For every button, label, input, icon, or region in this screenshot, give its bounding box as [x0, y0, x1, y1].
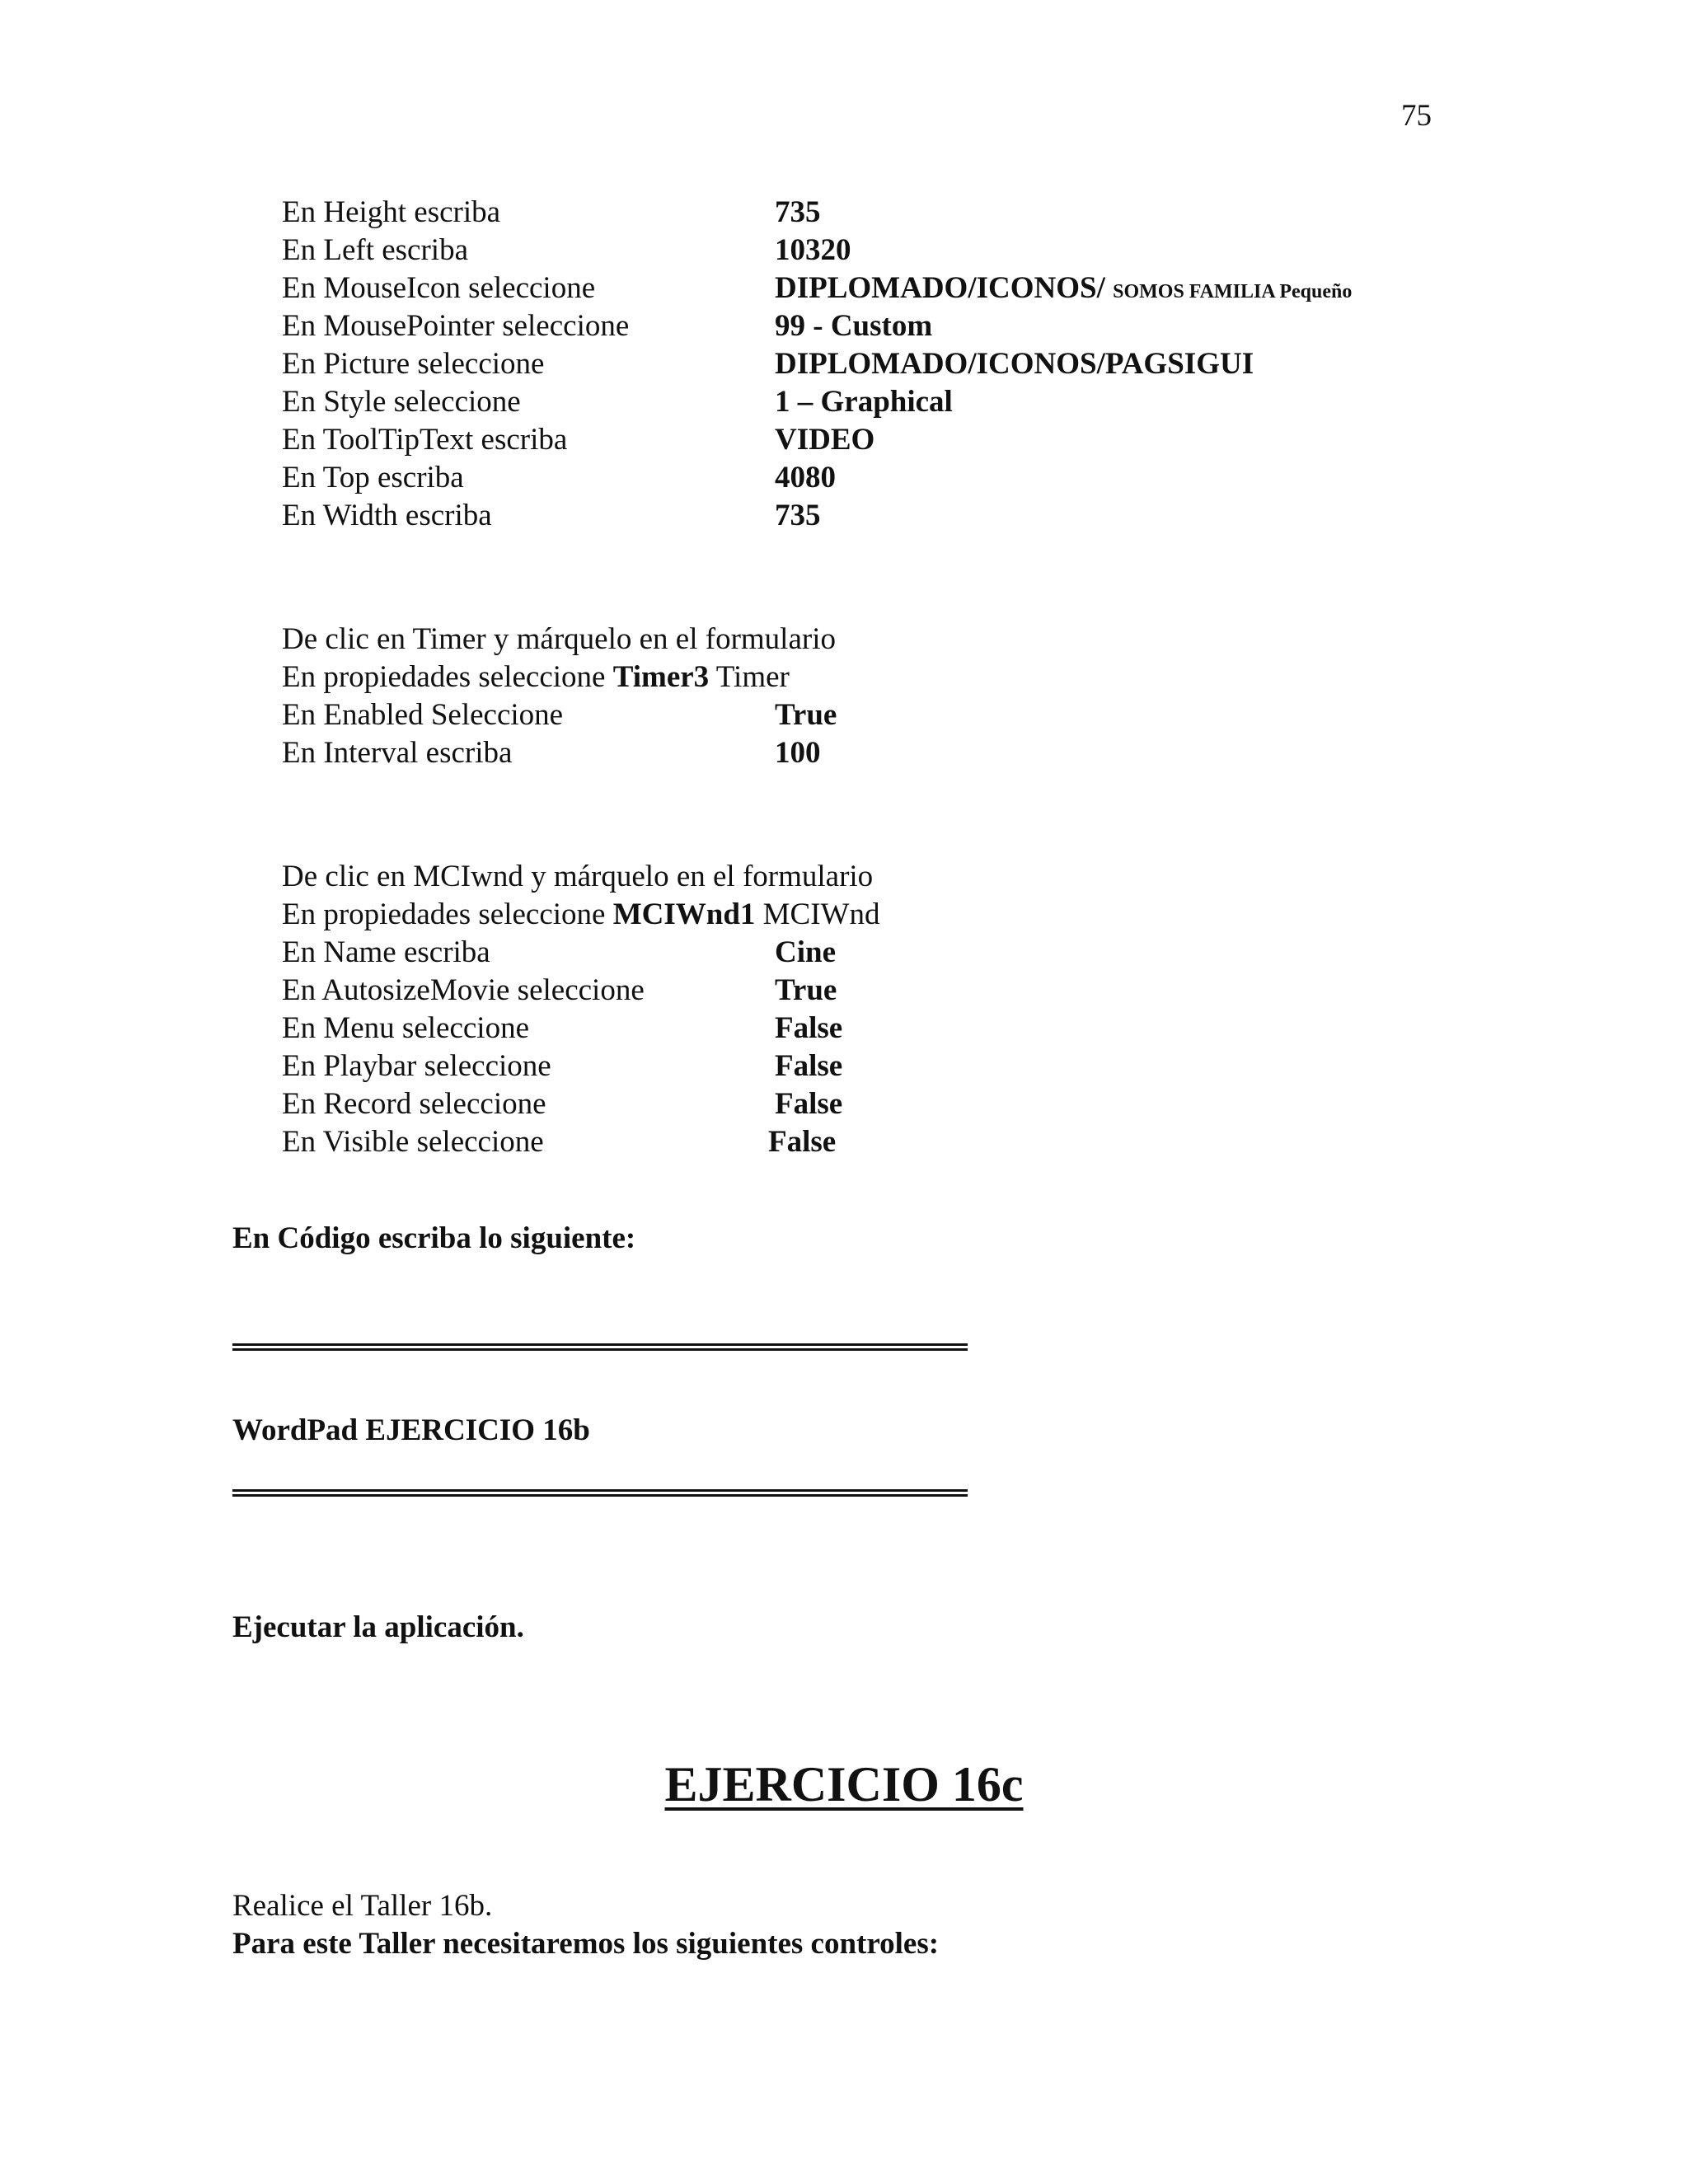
property-value: DIPLOMADO/ICONOS/: [775, 271, 1105, 305]
property-label: En MouseIcon seleccione: [282, 271, 596, 305]
property-value: False: [775, 1049, 843, 1083]
run-instruction: Ejecutar la aplicación.: [232, 1610, 524, 1644]
property-label: En Menu seleccione: [282, 1011, 529, 1045]
property-row: [282, 345, 1518, 382]
props-bold: MCIWnd1: [612, 898, 756, 931]
property-value: 4080: [775, 461, 836, 494]
property-row: [282, 734, 1518, 771]
property-label: En Visible seleccione: [282, 1125, 544, 1159]
property-value: False: [775, 1011, 843, 1045]
property-value: 100: [775, 736, 821, 770]
property-label: En ToolTipText escriba: [282, 423, 568, 457]
property-label: En Width escriba: [282, 499, 492, 532]
property-label: En Picture seleccione: [282, 347, 545, 381]
property-value: False: [775, 1087, 843, 1121]
property-value: VIDEO: [775, 423, 875, 457]
property-row: [282, 934, 1518, 971]
property-value-group: [775, 269, 1352, 311]
property-row: [282, 269, 1518, 307]
property-value: 1 – Graphical: [775, 385, 953, 419]
property-value: 10320: [775, 233, 851, 267]
property-row: [282, 1123, 1518, 1160]
props-suffix: Timer: [709, 660, 790, 694]
exercise-title-text: EJERCICIO 16c: [664, 1757, 1024, 1811]
property-value: True: [775, 698, 837, 732]
property-row: [282, 421, 1518, 458]
double-rule: [232, 1343, 968, 1351]
property-label: En Height escriba: [282, 195, 501, 229]
property-label: En Top escriba: [282, 461, 464, 494]
property-value: False: [768, 1125, 837, 1159]
property-value: 735: [775, 195, 821, 229]
props-prefix: En propiedades seleccione: [282, 660, 613, 694]
property-row: [282, 459, 1518, 496]
property-label: En Enabled Seleccione: [282, 698, 564, 732]
property-row: [282, 1010, 1518, 1047]
props-bold: Timer3: [612, 660, 710, 694]
page-number: 75: [1401, 99, 1432, 133]
mciwnd-properties-line: [282, 896, 879, 933]
timer-properties-line: [282, 658, 790, 696]
property-label: En Record seleccione: [282, 1087, 546, 1121]
taller-instruction: Realice el Taller 16b.: [232, 1889, 493, 1923]
property-label: En Playbar seleccione: [282, 1049, 551, 1083]
property-row: [282, 972, 1518, 1009]
property-row: [282, 232, 1518, 269]
property-label: En AutosizeMovie seleccione: [282, 973, 645, 1007]
mciwnd-intro: De clic en MCIwnd y márquelo en el formulario: [282, 860, 874, 893]
property-label: En MousePointer seleccione: [282, 309, 630, 343]
property-row: [282, 1047, 1518, 1085]
property-label: En Name escriba: [282, 935, 490, 969]
controls-heading: Para este Taller necesitaremos los siguientes controles:: [232, 1927, 940, 1961]
property-row: [282, 194, 1518, 231]
props-prefix: En propiedades seleccione: [282, 898, 613, 931]
property-row: [282, 1085, 1518, 1122]
property-row: [282, 307, 1518, 344]
property-value: 735: [775, 499, 821, 532]
property-value: Cine: [775, 935, 836, 969]
wordpad-heading: WordPad EJERCICIO 16b: [232, 1413, 590, 1447]
property-row: [282, 383, 1518, 420]
property-value-small: SOMOS FAMILIA Pequeño: [1113, 281, 1353, 302]
property-label: En Style seleccione: [282, 385, 521, 419]
double-rule: [232, 1489, 968, 1497]
property-value: DIPLOMADO/ICONOS/PAGSIGUI: [775, 347, 1254, 381]
property-label: En Left escriba: [282, 233, 468, 267]
timer-intro: De clic en Timer y márquelo en el formulario: [282, 622, 836, 656]
props-suffix: MCIWnd: [755, 898, 880, 931]
property-value: True: [775, 973, 837, 1007]
code-heading: En Código escriba lo siguiente:: [232, 1221, 636, 1255]
exercise-title: [0, 1755, 1688, 1813]
property-value: 99 - Custom: [775, 309, 933, 343]
property-label: En Interval escriba: [282, 736, 513, 770]
property-row: [282, 497, 1518, 534]
property-row: [282, 696, 1518, 733]
